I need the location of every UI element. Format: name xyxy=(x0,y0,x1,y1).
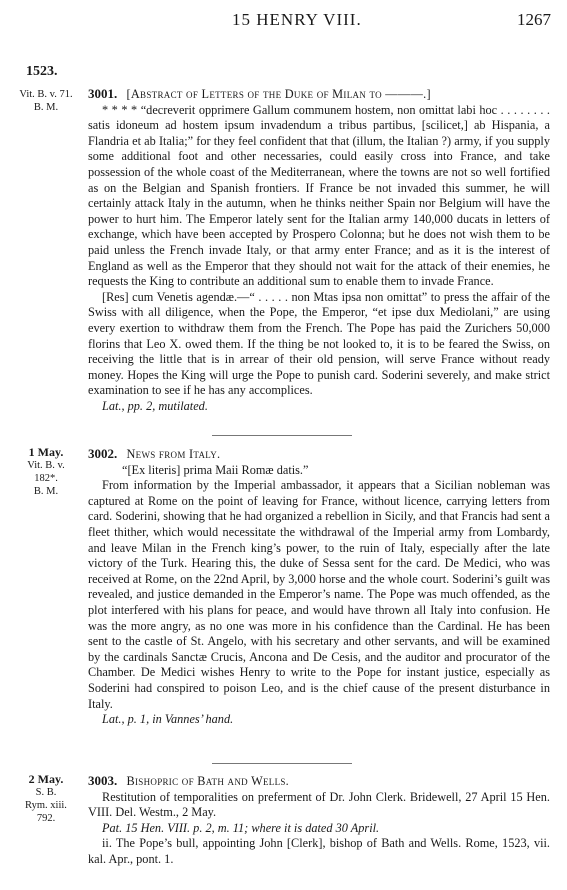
margin-reference: Rym. xiii. xyxy=(25,800,67,811)
entry-date: 2 May. xyxy=(28,772,64,786)
entry-note: Lat., pp. 2, mutilated. xyxy=(102,398,208,413)
entry-3003-margin xyxy=(12,773,80,825)
margin-reference: Vit. B. v. 71. xyxy=(19,89,73,100)
entry-paragraph: From information by the Imperial ambassador, it appears that a Sicilian nobleman was captured at Rome on the point of leaving for France, without licence, carrying letters from card. Soderini, showing that he had organized a rebellion in Sicily, and that Francis had sent a fleet thither, which would necessitate the withdrawal of the Imperial army from Lombardy, and leave Milan in the French king’s power, to the ruin of Italy, especially after the late victory of the Turk. Hearing this, the duke of Sessa sent for the card. De Medici, who was received at Rome, on the 22nd April, by 3,000 horse and the whole court. Soderini’s guilt was revealed, and justice demanded in the Emperor’s name. The Pope was much offended, as the plot interfered with his plans for peace, and would have thrown all Italy into confusion. He was the more angry, as no one was more in his confidence than the Cardinal. He has been sent to the castle of St. Angelo, with his secretary and other servants, and will be examined by the cardinals Sanctæ Crucis, Ancona and De Cesis, and the auditor and procurator of the Chamber. De Medici wishes Henry to write to the Pope for instant justice, especially as Soderini had conspired to poison Leo, and is the chief cause of the present disturbance in Italy. xyxy=(88,478,550,711)
entry-sub-paragraph: ii. The Pope’s bull, appointing John [Clerk], bishop of Bath and Wells. Rome, 1523, vii. kal. Apr., pont. 1. xyxy=(88,836,550,866)
separator-rule xyxy=(212,763,352,764)
entry-3001-body xyxy=(88,86,550,414)
entry-note: Lat., p. 1, in Vannes’ hand. xyxy=(102,712,234,727)
entry-paragraph: Restitution of temporalities on preferment of Dr. John Clerk. Bridewell, 27 April 15 Hen. VIII. Del. Westm., 2 May. xyxy=(88,789,550,820)
entry-paragraph: * * * * “decreverit opprimere Gallum communem hostem, non omittat labi hoc . . . . . . . . satis idoneum ad hostem ipsum invadendum a tribus partibus, [scilicet,] ab Hispania, a Flandria et ab Italia;” for they feel confident that that (illum, the Italian ?) army, if you supply some additional foot and other necessaries, could easily cross into France, and take possession of the whole coast of the Mediterranean, where the towns are not so well fortified as on the Belgian and Spanish frontiers. If France be not invaded this summer, he will certainly attack Italy in the autumn, when he thinks neither Spain nor Belgium will have the power to hurt him. The Emperor lately sent for the Italian army 140,000 ducats in letters of exchange, which have been accepted by Prospero Colonna; but he does not wish them to be paid unless the French invade Italy, or that army enter France; and as it is the interest of England as well as the Emperor that they should not wait for the attack of their enemies, he requests the King to contribute an additional sum to enable them to invade France. xyxy=(88,102,550,289)
margin-reference: 182*. xyxy=(34,473,58,484)
entry-title: Bishopric of Bath and Wells. xyxy=(126,774,290,788)
entry-number: 3001. xyxy=(88,86,118,101)
margin-reference: B. M. xyxy=(33,102,59,113)
entry-heading xyxy=(88,446,550,463)
entry-paragraph: [Res] cum Venetis agendæ.—“ . . . . . non Mtas ipsa non omittat” to press the affair of the Swiss with all diligence, when the Pope, the Emperor, “et ipse dux Mediolani,” are using every exertion to withdraw them from the French. The Pope has paid the Zurichers 50,000 florins that Leo X. owed them. If the thing be not looked to, it is to be feared the Swiss, on receiving the little that is in arrear of their old pension, will serve France without ready money. Hopes the King will urge the Pope to punish card. Soderini severely, and make strict examination to see if he has any accomplices. xyxy=(88,289,550,398)
entry-3002-body xyxy=(88,446,550,728)
page-header xyxy=(0,8,567,34)
margin-reference: Vit. B. v. xyxy=(27,460,65,471)
year-label: 1523. xyxy=(26,64,58,79)
separator-rule xyxy=(212,435,352,436)
entry-3001-margin xyxy=(12,88,80,114)
page-number: 1267 xyxy=(517,10,551,29)
margin-reference: S. B. xyxy=(35,787,57,798)
entry-number: 3002. xyxy=(88,446,118,461)
entry-heading xyxy=(88,773,550,790)
entry-3002-margin xyxy=(12,446,80,498)
margin-reference: B. M. xyxy=(33,486,59,497)
entry-note: Pat. 15 Hen. VIII. p. 2, m. 11; where it is dated 30 April. xyxy=(102,820,380,835)
entry-title: News from Italy. xyxy=(126,447,221,461)
entry-heading xyxy=(88,86,550,103)
entry-3003-body xyxy=(88,773,550,868)
entry-number: 3003. xyxy=(88,773,118,788)
running-title: 15 HENRY VIII. xyxy=(232,10,362,29)
margin-reference: 792. xyxy=(36,813,56,824)
entry-date: 1 May. xyxy=(28,445,64,459)
entry-quote: “[Ex literis] prima Maii Romæ datis.” xyxy=(122,462,309,477)
entry-title: [Abstract of Letters of the Duke of Milan to ———.] xyxy=(126,87,431,101)
